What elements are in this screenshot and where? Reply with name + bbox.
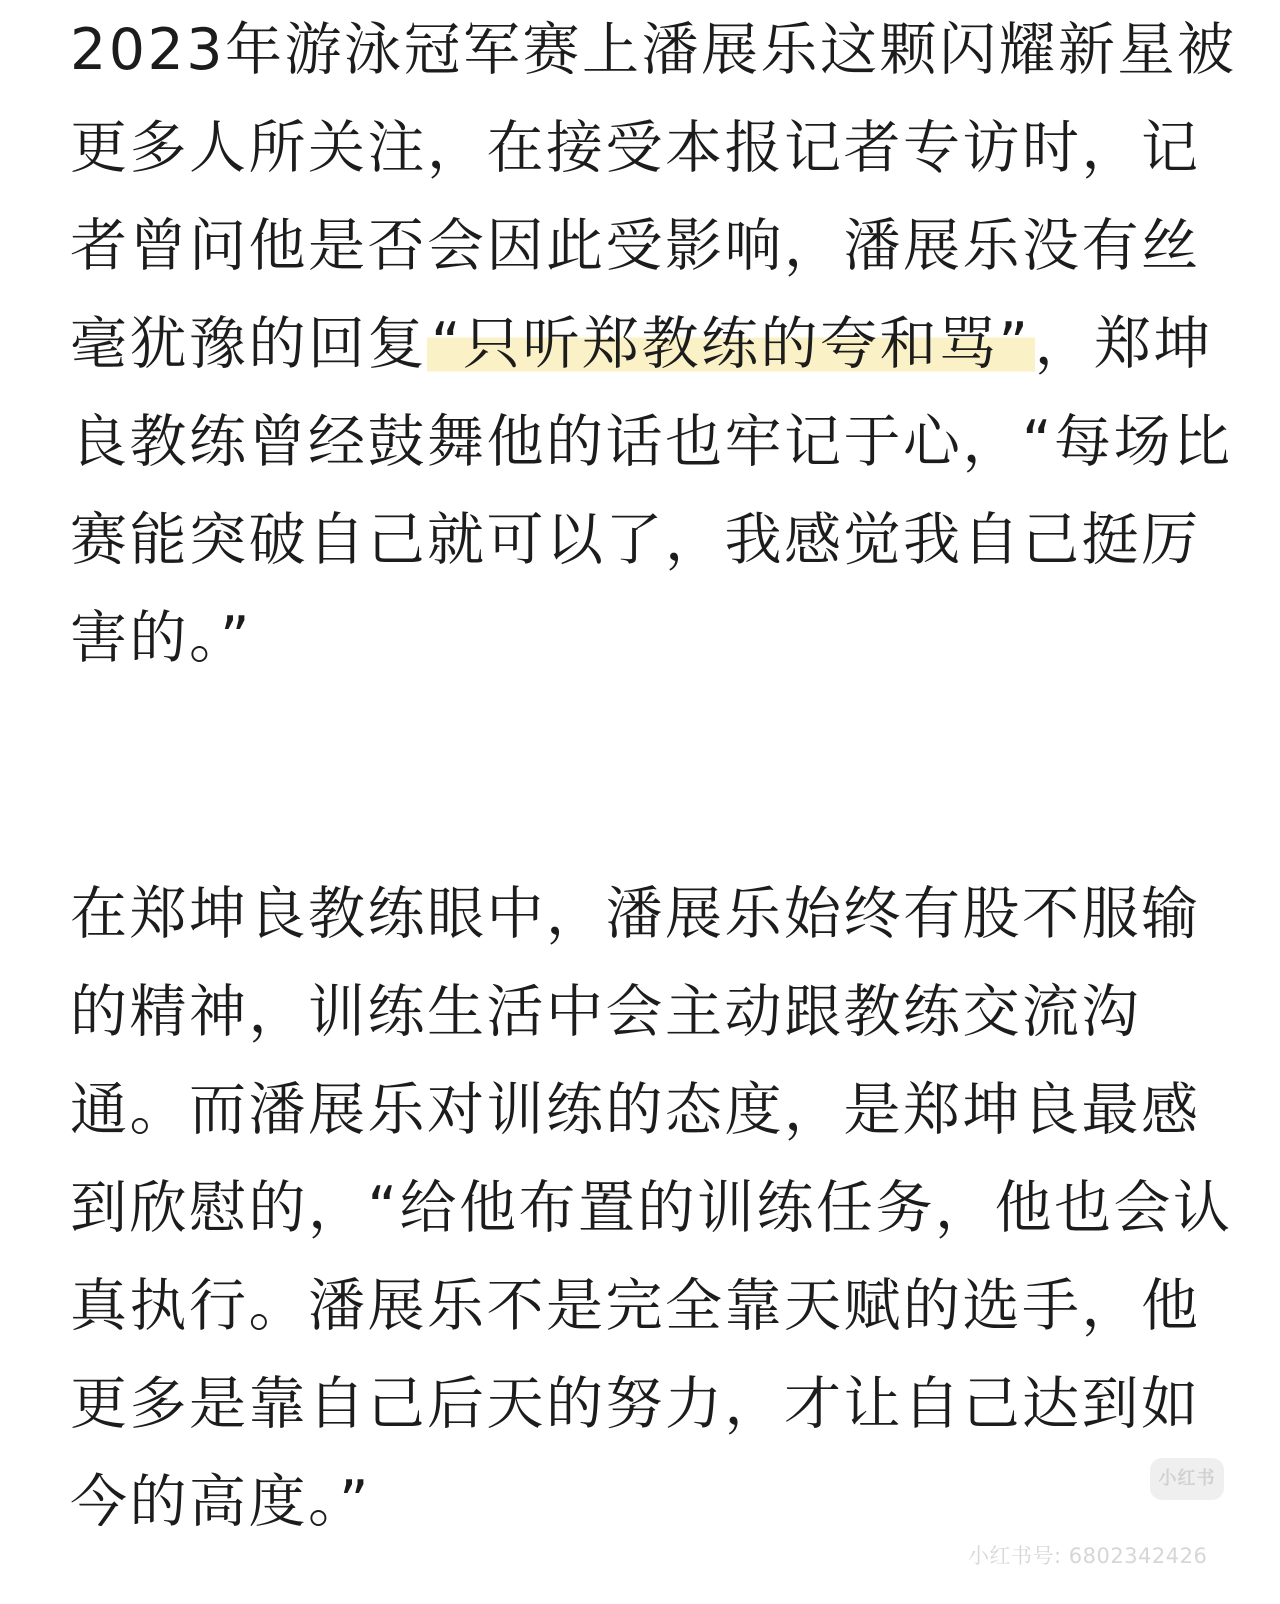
text-line: 的精神，训练生活中会主动跟教练交流沟 xyxy=(70,979,1141,1045)
watermark-logo: 小红书 xyxy=(1150,1458,1224,1500)
text-line: 今的高度。” xyxy=(70,1469,372,1535)
paragraph-1 xyxy=(70,17,1237,704)
watermark-user-id: 小红书号: 6802342426 xyxy=(968,1544,1208,1568)
text-line: 更多人所关注，在接受本报记者专访时，记 xyxy=(70,115,1201,181)
text-line xyxy=(70,312,1220,410)
text-line: 更多是靠自己后天的努力，才让自己达到如 xyxy=(70,1371,1201,1437)
text-line: 2023年游泳冠军赛上潘展乐这颗闪耀新星被 xyxy=(70,17,1237,83)
text-line: 害的。” xyxy=(70,605,253,671)
text-line: 赛能突破自己就可以了，我感觉我自己挺厉 xyxy=(70,507,1201,573)
text-line: 到欣慰的，“给他布置的训练任务，他也会认 xyxy=(70,1175,1233,1241)
text-line: 良教练曾经鼓舞他的话也牢记于心，“每场比 xyxy=(70,409,1233,475)
text-line: 通。而潘展乐对训练的态度，是郑坤良最感 xyxy=(70,1077,1201,1143)
article-body xyxy=(70,17,1237,1568)
paragraph-2 xyxy=(70,881,1233,1568)
highlighted-quote: “只听郑教练的夸和骂” xyxy=(427,311,1035,377)
text-line: 者曾问他是否会因此受影响，潘展乐没有丝 xyxy=(70,213,1201,279)
text-segment: 毫犹豫的回复 xyxy=(70,311,427,377)
text-line: 真执行。潘展乐不是完全靠天赋的选手，他 xyxy=(70,1273,1201,1339)
text-line: 在郑坤良教练眼中，潘展乐始终有股不服输 xyxy=(70,881,1201,947)
text-segment: ，郑坤 xyxy=(1034,311,1214,377)
